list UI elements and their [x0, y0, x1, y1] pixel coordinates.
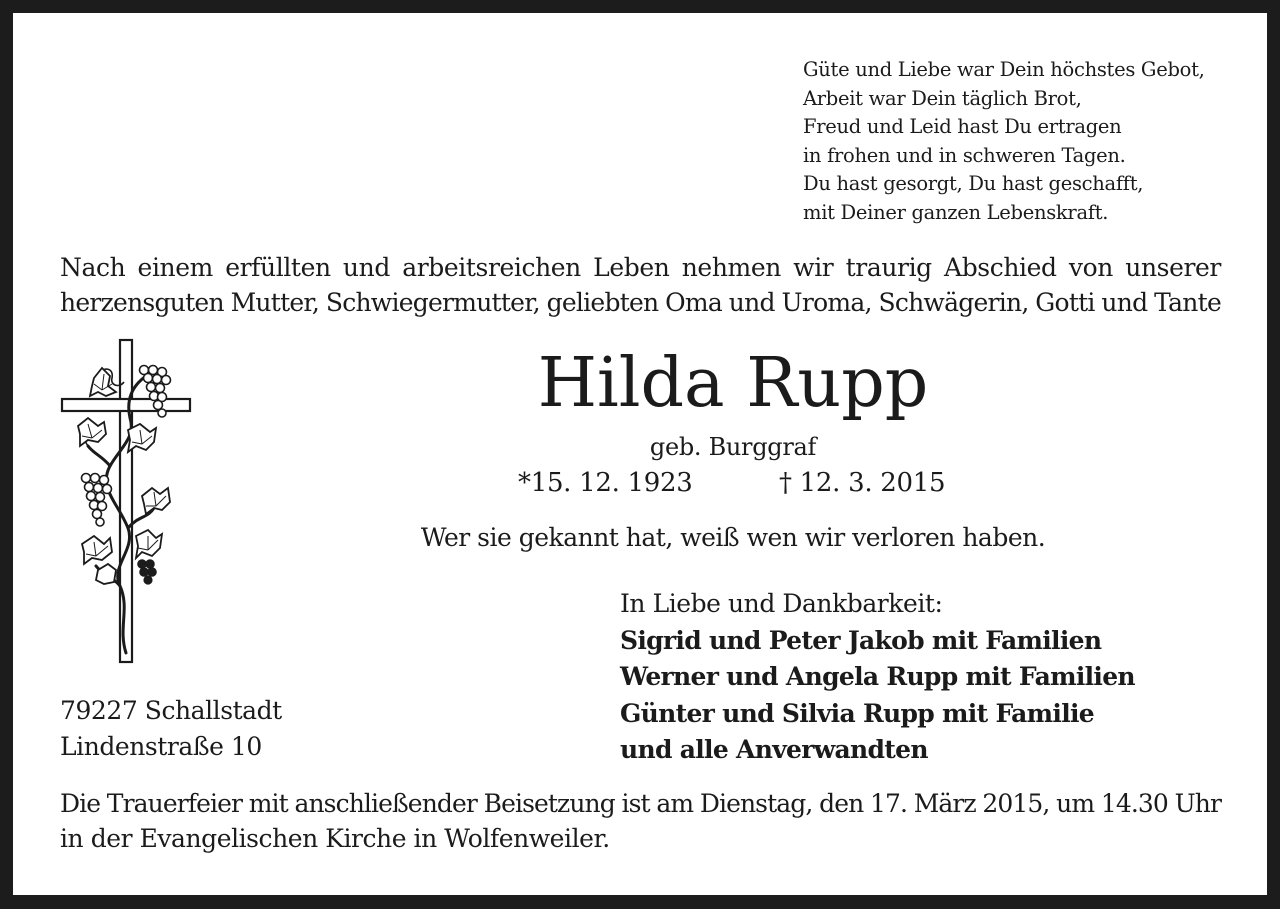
- poem: [803, 56, 1205, 227]
- address-street: Lindenstraße 10: [60, 732, 262, 761]
- funeral-line: Die Trauerfeier mit anschließender Beisetzung ist am Dienstag, den 17. März 2015, um 14.30 Uhr: [60, 789, 1221, 818]
- address: [60, 693, 282, 765]
- intro-line: herzensguten Mutter, Schwiegermutter, geliebten Oma und Uroma, Schwägerin, Gotti und Tante: [60, 288, 1221, 317]
- mourners-intro: In Liebe und Dankbarkeit:: [620, 589, 943, 618]
- poem-line: Freud und Leid hast Du ertragen: [803, 115, 1122, 138]
- poem-line: Güte und Liebe war Dein höchstes Gebot,: [803, 58, 1205, 81]
- born-name: geb. Burggraf: [649, 433, 817, 461]
- intro-line: Nach einem erfüllten und arbeitsreichen Leben nehmen wir traurig Abschied von unserer: [60, 253, 1221, 282]
- funeral-info: [60, 786, 1221, 856]
- address-city: 79227 Schallstadt: [60, 696, 282, 725]
- poem-line: in frohen und in schweren Tagen.: [803, 143, 1126, 167]
- mourner-name: Günter und Silvia Rupp mit Familie: [620, 698, 1094, 728]
- deceased-name: Hilda Rupp: [537, 344, 929, 423]
- poem-line: Arbeit war Dein täglich Brot,: [803, 86, 1082, 110]
- mourner-name: und alle Anverwandten: [620, 735, 928, 764]
- cross-with-grapevine-icon: [58, 338, 198, 673]
- obituary-notice: [13, 13, 1267, 895]
- mourners-list: [620, 586, 1135, 769]
- poem-line: Du hast gesorgt, Du hast geschafft,: [803, 172, 1144, 195]
- mourner-name: Sigrid und Peter Jakob mit Familien: [620, 625, 1102, 655]
- memorial-quote: Wer sie gekannt hat, weiß wen wir verloren haben.: [420, 523, 1046, 552]
- poem-line: mit Deiner ganzen Lebenskraft.: [803, 200, 1109, 224]
- death-date: † 12. 3. 2015: [779, 468, 946, 498]
- birth-date: *15. 12. 1923: [518, 468, 693, 498]
- intro-text: [60, 250, 1221, 320]
- funeral-line: in der Evangelischen Kirche in Wolfenweiler.: [60, 824, 610, 853]
- mourner-name: Werner und Angela Rupp mit Familien: [620, 662, 1135, 691]
